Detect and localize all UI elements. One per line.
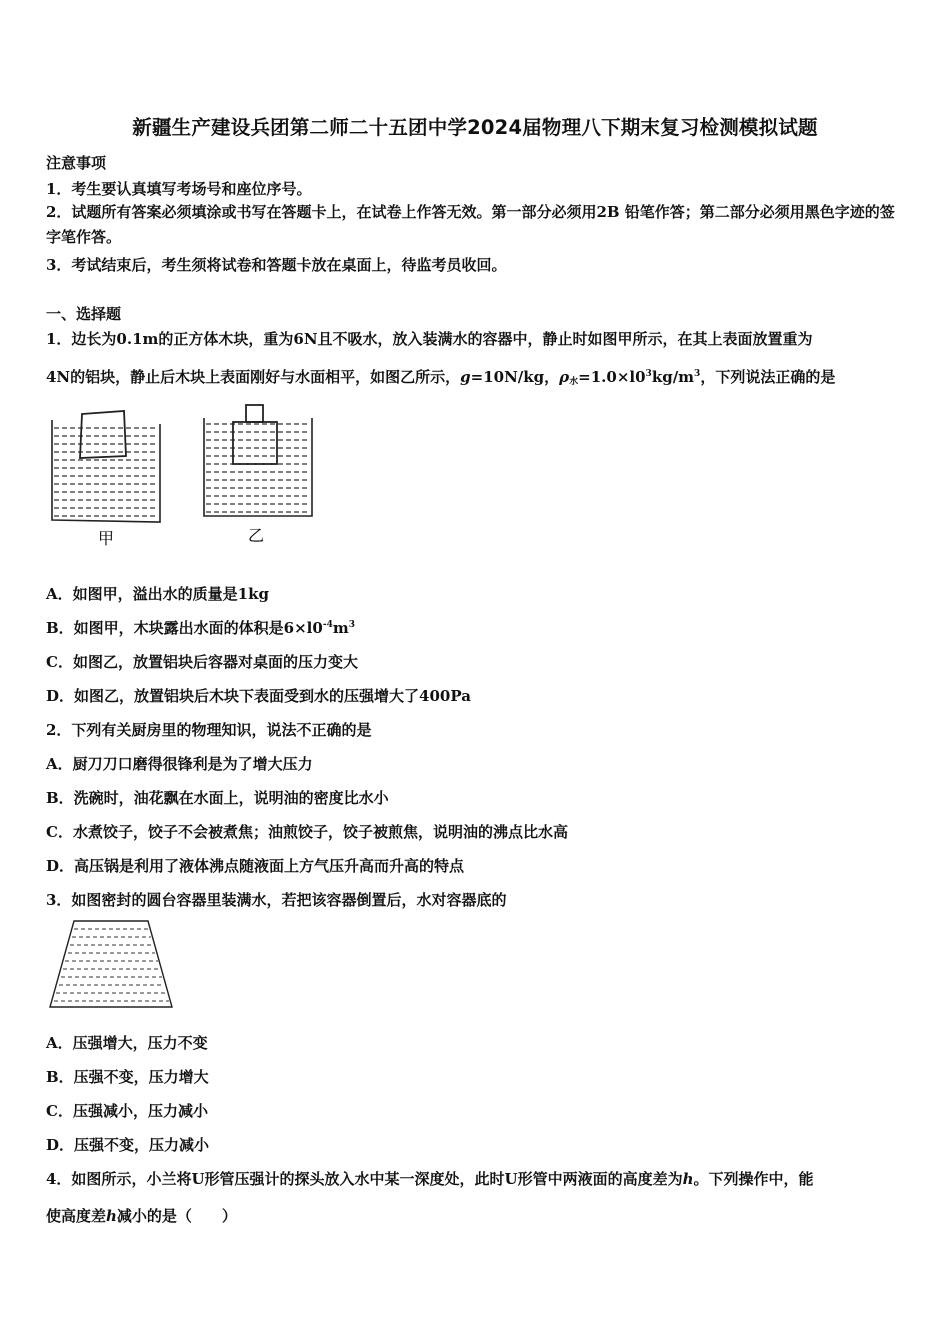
q1-option-a: A．如图甲，溢出水的质量是1kg xyxy=(46,585,269,603)
notice-item: 3．考试结束后，考生须将试卷和答题卡放在桌面上，待监考员收回。 xyxy=(46,256,507,274)
notice-item: 1．考生要认真填写考场号和座位序号。 xyxy=(46,180,312,198)
figure-label: 甲 xyxy=(97,529,115,548)
page-title: 新疆生产建设兵团第二师二十五团中学2024届物理八下期末复习检测模拟试题 xyxy=(132,116,818,139)
q1-stem-line1: 1．边长为0.1m的正方体木块，重为6N且不吸水，放入装满水的容器中，静止时如图甲所示，在其上表面放置重为 xyxy=(46,330,813,348)
section-heading: 一、选择题 xyxy=(46,305,122,323)
figure-label: 乙 xyxy=(247,526,265,545)
q1-figure-jia xyxy=(44,406,169,550)
notice-heading: 注意事项 xyxy=(46,154,107,172)
q1-option-b: B．如图甲，木块露出水面的体积是$6\times l0^{-4}m^3$ xyxy=(46,619,355,637)
q1-option-d: D．如图乙，放置铝块后木块下表面受到水的压强增大了400Pa xyxy=(46,687,471,705)
q3-option: C．压强减小，压力减小 xyxy=(46,1102,208,1120)
q4-stem-line1: 4．如图所示，小兰将U形管压强计的探头放入水中某一深度处，此时U形管中两液面的高度差为h。下列操作中，能 xyxy=(46,1170,814,1188)
q3-stem: 3．如图密封的圆台容器里装满水，若把该容器倒置后，水对容器底的 xyxy=(46,891,507,909)
q3-option: A．压强增大，压力不变 xyxy=(46,1034,208,1052)
q2-option: C．水煮饺子，饺子不会被煮焦；油煎饺子，饺子被煎焦，说明油的沸点比水高 xyxy=(46,823,568,841)
q3-option: B．压强不变，压力增大 xyxy=(46,1068,209,1086)
q2-option: D．高压锅是利用了液体沸点随液面上方气压升高而升高的特点 xyxy=(46,857,465,875)
q3-option: D．压强不变，压力减小 xyxy=(46,1136,210,1154)
q4-stem-line2: 使高度差h减小的是（ ） xyxy=(46,1207,237,1225)
q1-figure-yi xyxy=(196,398,321,550)
q2-option: B．洗碗时，油花飘在水面上，说明油的密度比水小 xyxy=(46,789,389,807)
q3-figure-frustum xyxy=(44,916,178,1012)
q2-stem: 2．下列有关厨房里的物理知识，说法不正确的是 xyxy=(46,721,372,739)
q1-stem-line2: 4N的铝块，静止后木块上表面刚好与水面相平，如图乙所示，g=10N/kg，$\rho_水=1.0\times l0^3kg/m^3$，下列说法正确的是 xyxy=(46,368,836,387)
notice-item: 2．试题所有答案必须填涂或书写在答题卡上，在试卷上作答无效。第一部分必须用2B 铅笔作答；第二部分必须用黑色字迹的签字笔作答。 xyxy=(46,203,895,246)
q1-option-c: C．如图乙，放置铝块后容器对桌面的压力变大 xyxy=(46,653,358,671)
q2-option: A．厨刀刀口磨得很锋利是为了增大压力 xyxy=(46,755,313,773)
